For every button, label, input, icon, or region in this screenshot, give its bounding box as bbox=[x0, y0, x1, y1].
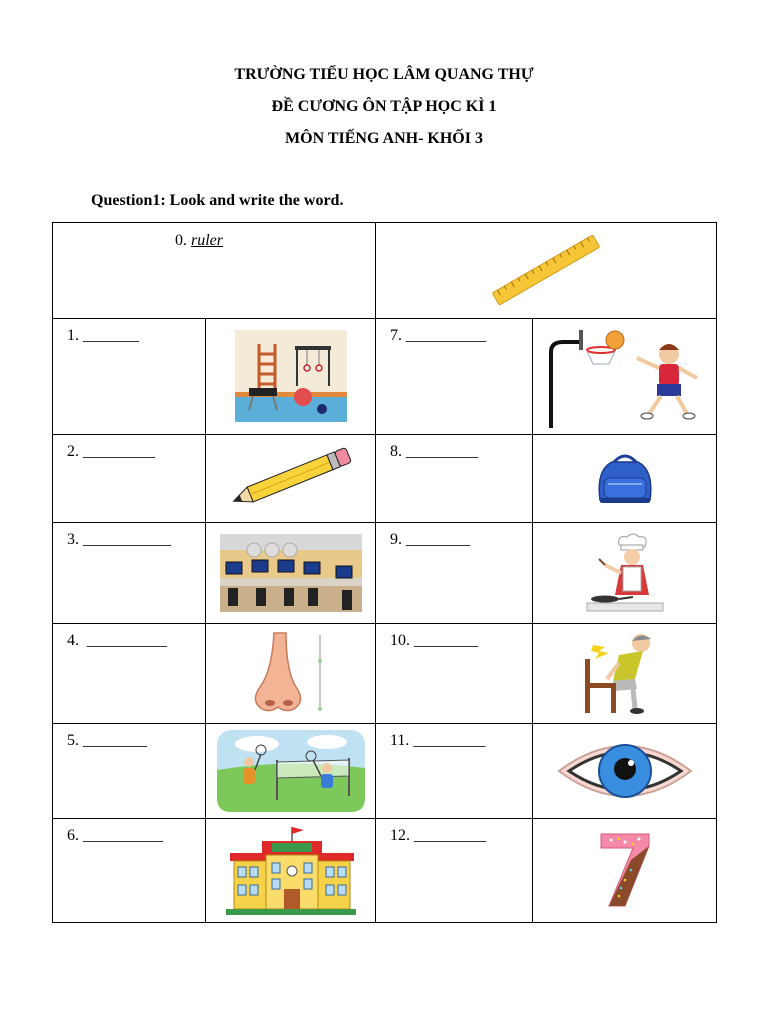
item-label: 5. ________ bbox=[67, 732, 147, 749]
item-picture-cell bbox=[206, 819, 376, 923]
gym-icon bbox=[235, 330, 347, 422]
item-label-cell bbox=[376, 523, 533, 624]
item-label: 6. __________ bbox=[67, 827, 163, 844]
sit-down-icon bbox=[579, 631, 671, 715]
item-picture-cell bbox=[533, 435, 717, 523]
item-label-cell bbox=[53, 624, 206, 724]
table-row bbox=[53, 624, 717, 724]
item-picture-cell bbox=[206, 624, 376, 724]
item-label-cell bbox=[53, 819, 206, 923]
item-label: 2. _________ bbox=[67, 443, 155, 460]
table-row bbox=[53, 724, 717, 819]
backpack-icon bbox=[592, 450, 658, 506]
table-row bbox=[53, 523, 717, 624]
item-picture-cell bbox=[206, 523, 376, 624]
item-label: 1. _______ bbox=[67, 327, 139, 344]
item-label-cell bbox=[376, 819, 533, 923]
item-label-cell bbox=[53, 523, 206, 624]
item-label-cell bbox=[376, 624, 533, 724]
item-picture-cell bbox=[206, 435, 376, 523]
example-row bbox=[53, 223, 717, 319]
example-number: 0. bbox=[175, 232, 187, 249]
item-label: 10. ________ bbox=[390, 632, 478, 649]
school-name: TRƯỜNG TIỂU HỌC LÂM QUANG THỰ bbox=[234, 66, 534, 83]
item-label: 12. _________ bbox=[390, 827, 486, 844]
item-label-cell bbox=[53, 435, 206, 523]
worksheet-table bbox=[52, 222, 717, 923]
item-picture-cell bbox=[206, 724, 376, 819]
item-label: 3. ___________ bbox=[67, 531, 171, 548]
example-word: ruler bbox=[191, 232, 223, 249]
badminton-icon bbox=[217, 730, 365, 812]
item-label: 7. __________ bbox=[390, 327, 486, 344]
ruler-icon bbox=[481, 230, 611, 310]
example-picture-cell bbox=[376, 223, 717, 319]
basketball-icon bbox=[545, 324, 705, 428]
item-picture-cell bbox=[206, 319, 376, 435]
pencil-icon bbox=[226, 445, 356, 511]
question-heading: Question1: Look and write the word. bbox=[91, 192, 344, 209]
document-title: ĐỀ CƯƠNG ÔN TẬP HỌC KÌ 1 bbox=[271, 98, 497, 115]
item-label-cell bbox=[376, 724, 533, 819]
table-row bbox=[53, 319, 717, 435]
subject-title: MÔN TIẾNG ANH- KHỐI 3 bbox=[285, 130, 483, 147]
item-picture-cell bbox=[533, 724, 717, 819]
table-row bbox=[53, 819, 717, 923]
item-picture-cell bbox=[533, 523, 717, 624]
item-label: 11. _________ bbox=[390, 732, 486, 749]
number-seven-icon bbox=[595, 830, 655, 910]
table-row bbox=[53, 435, 717, 523]
item-picture-cell bbox=[533, 624, 717, 724]
school-icon bbox=[226, 825, 356, 915]
eye-icon bbox=[557, 733, 693, 809]
item-label: 9. ________ bbox=[390, 531, 470, 548]
item-label-cell bbox=[376, 435, 533, 523]
item-label-cell bbox=[376, 319, 533, 435]
item-label-cell bbox=[53, 724, 206, 819]
item-picture-cell bbox=[533, 819, 717, 923]
item-picture-cell bbox=[533, 319, 717, 435]
example-cell bbox=[53, 223, 376, 319]
item-label: 8. _________ bbox=[390, 443, 478, 460]
cooking-icon bbox=[583, 533, 667, 613]
computer-room-icon bbox=[220, 534, 362, 612]
item-label: 4. __________ bbox=[67, 632, 167, 649]
item-label-cell bbox=[53, 319, 206, 435]
nose-icon bbox=[248, 631, 334, 715]
